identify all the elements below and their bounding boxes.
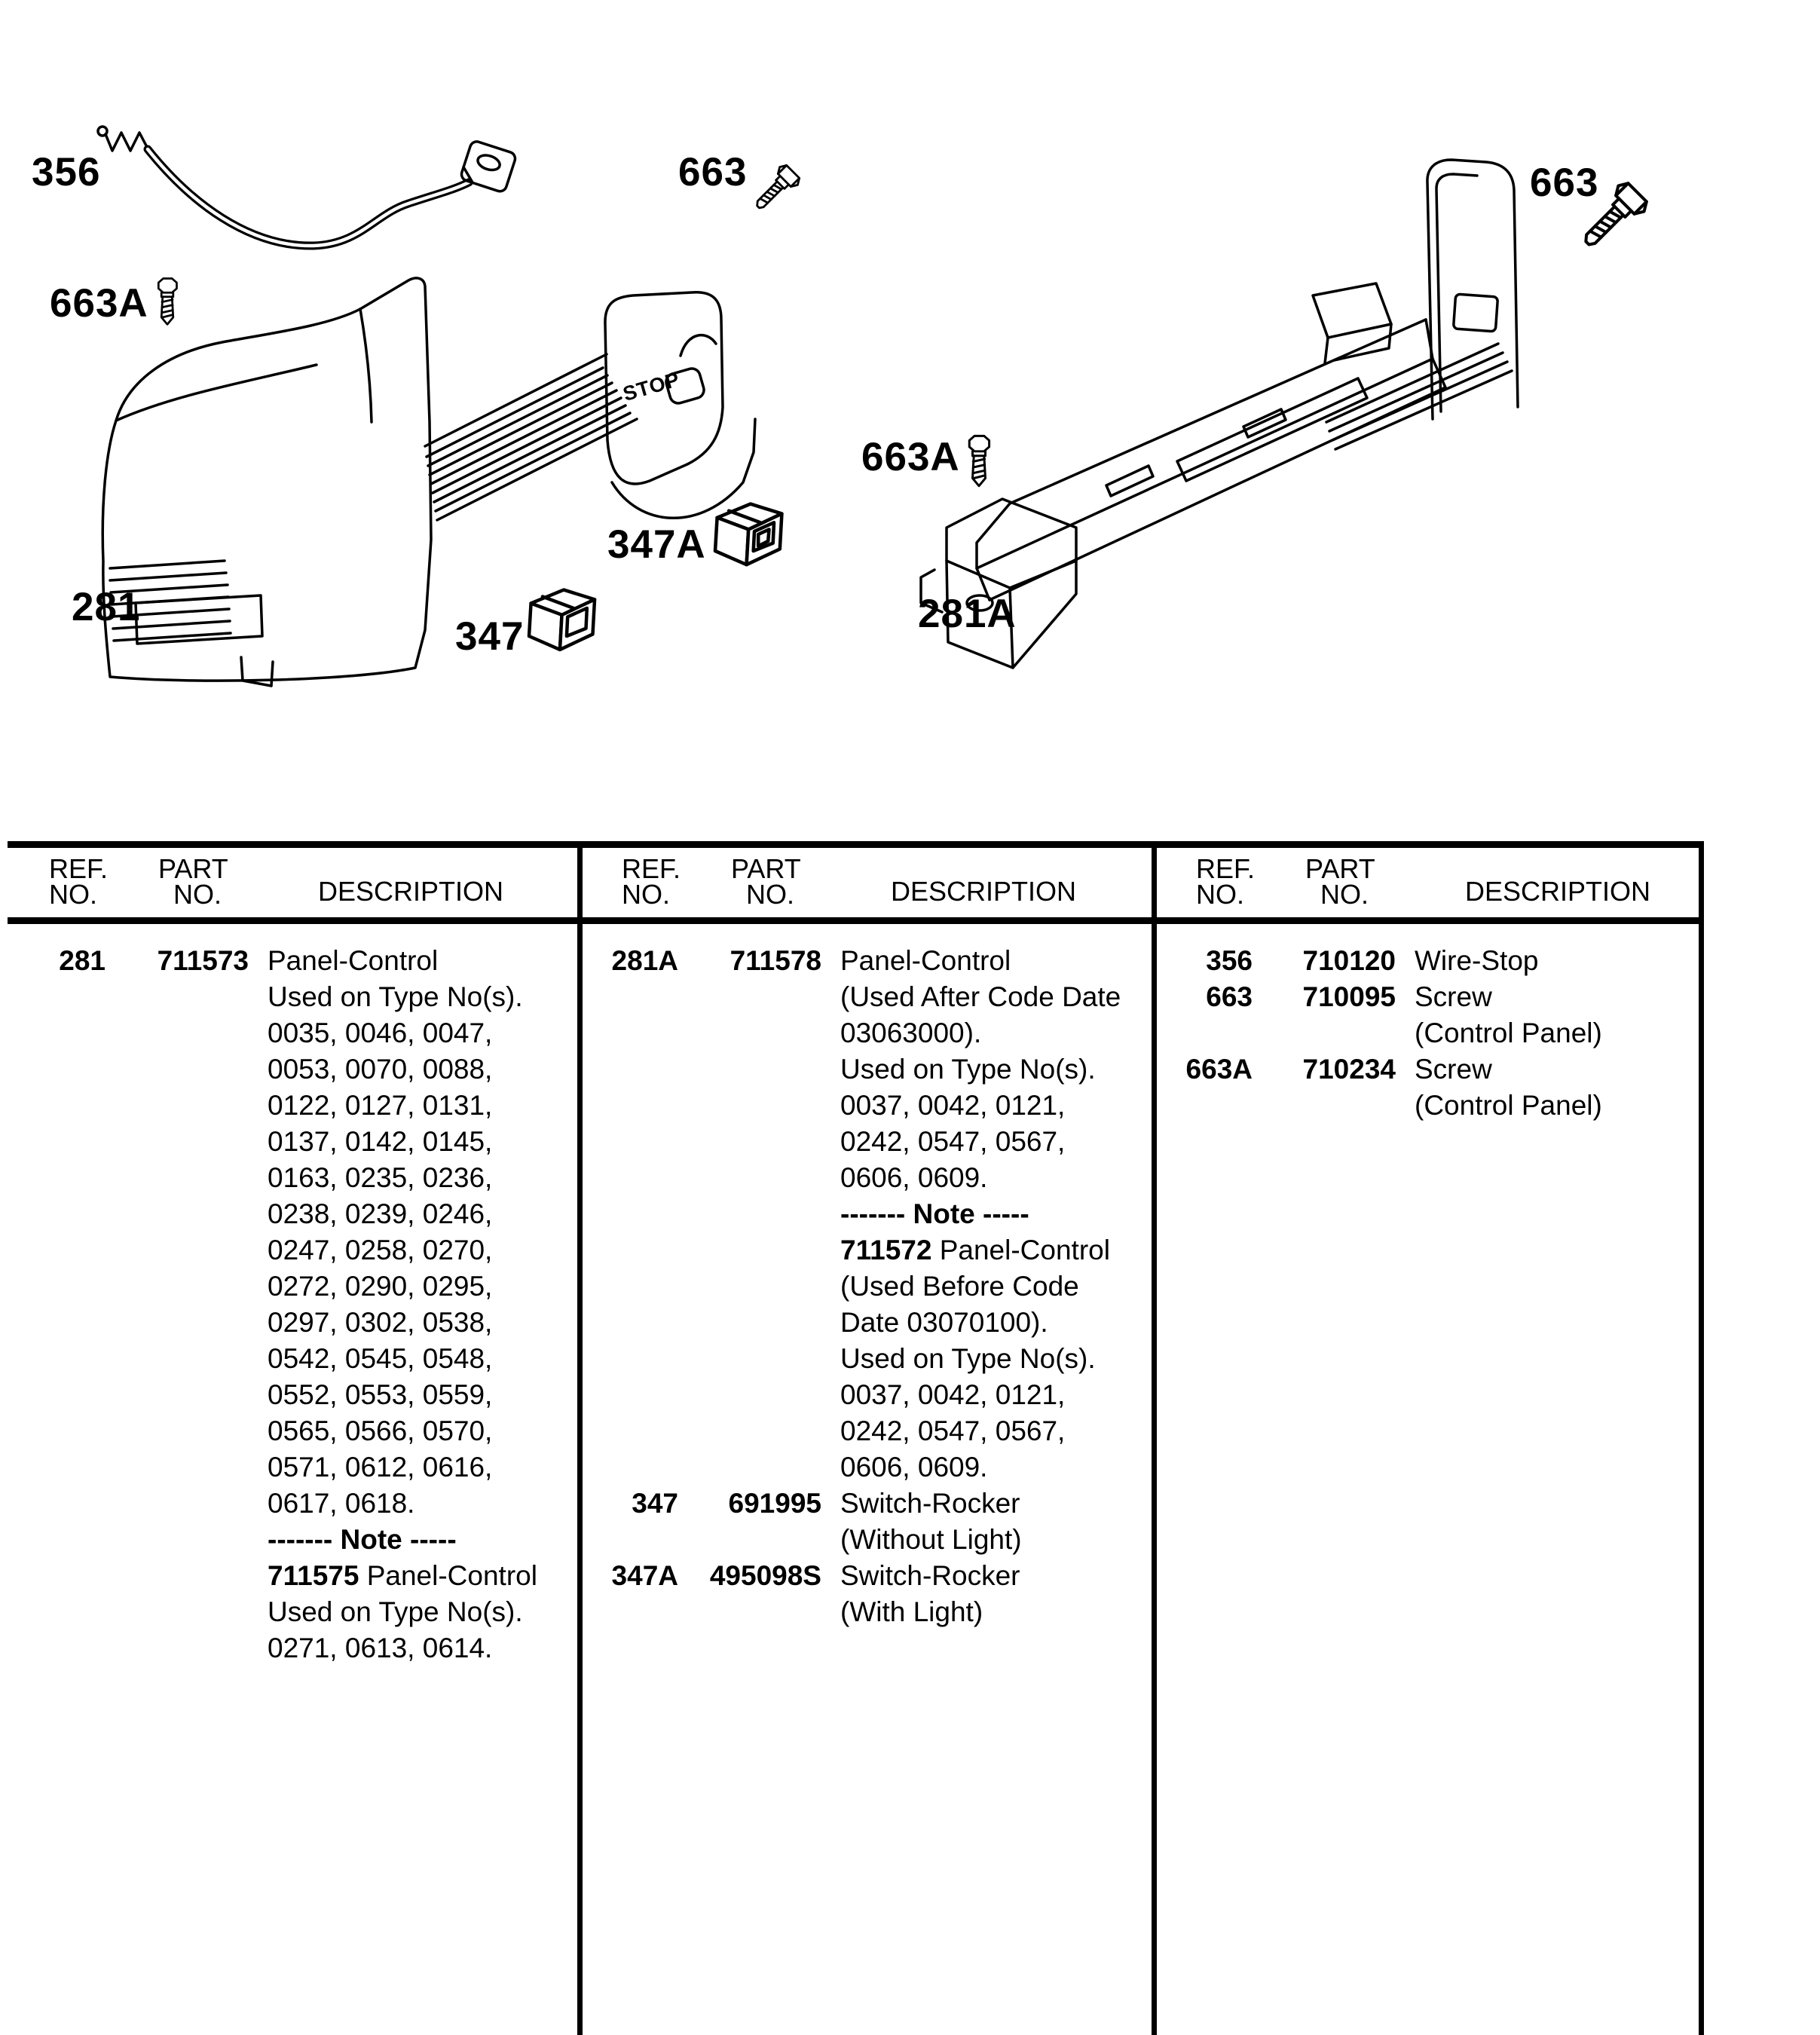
ref-no-cell: 663A [1185, 1054, 1253, 1085]
table-header-separator [8, 917, 1703, 924]
description-cell: Wire-Stop [1415, 945, 1539, 976]
part-no-header: PART NO. [158, 853, 228, 910]
ref-no-cell: 281A [611, 945, 678, 976]
rocker-switch-347-drawing [529, 590, 595, 650]
part-no-cell: 710234 [1302, 1054, 1396, 1085]
part-no-cell: 710095 [1302, 981, 1396, 1012]
stop-wire-drawing [98, 127, 517, 246]
table-right-border [1699, 841, 1704, 2035]
description-cell: Panel-Control Used on Type No(s). 0035, 0046, 0047, 0053, 0070, 0088, 0122, 0127, 0131, 0137, 0142, 0145, 0163, 0235, 0236, 0238, 0239, 0246, 0247, 0258, 0270, 0272, 0290, 0295, 0297, 0302, 0538, 0542, 0545, 0548, 0552, 0553, 0559, 0565, 0566, 0570, 0571, 0612, 0616, 0617, 0618. ------- Note ----- 711575 Panel-Control Used on Type No(s). 0271, 0613, 0614. [268, 945, 537, 1663]
table-top-border [8, 841, 1703, 848]
part-no-cell: 711573 [157, 945, 249, 976]
description-header: DESCRIPTION [1465, 876, 1651, 907]
table-row [1155, 943, 1699, 979]
screw-663a-right-drawing [969, 436, 989, 485]
part-no-header: PART NO. [731, 853, 801, 910]
ref-no-header: REF. NO. [622, 853, 681, 910]
ref-no-cell: 347 [632, 1488, 678, 1519]
parts-column-2 [580, 943, 1152, 1630]
part-no-cell: 691995 [728, 1488, 821, 1519]
part-no-cell: 711578 [730, 945, 821, 976]
parts-column-3 [1155, 943, 1699, 1124]
part-no-header: PART NO. [1305, 853, 1375, 910]
description-cell: Panel-Control (Used After Code Date 03063000). Used on Type No(s). 0037, 0042, 0121, 0242, 0547, 0567, 0606, 0609. ------- Note ----- 711572 Panel-Control (Used Before Code Date 03070100). Used on Type No(s). 0037, 0042, 0121, 0242, 0547, 0567, 0606, 0609. [840, 945, 1121, 1483]
part-label-281: 281 [72, 585, 141, 629]
table-row [580, 1486, 1152, 1558]
part-label-663-right: 663 [1530, 161, 1599, 205]
part-label-663a-left: 663A [50, 281, 148, 326]
description-header: DESCRIPTION [318, 876, 504, 907]
ref-no-cell: 347A [611, 1560, 678, 1591]
part-no-cell: 495098S [709, 1560, 821, 1591]
part-label-663-left: 663 [678, 150, 748, 194]
screw-663-left-drawing [749, 163, 802, 216]
table-row [580, 943, 1152, 1486]
table-row [580, 1558, 1152, 1630]
ref-no-cell: 356 [1206, 945, 1253, 976]
table-row [1155, 979, 1699, 1051]
parts-column-1 [8, 943, 577, 1666]
ref-no-cell: 281 [59, 945, 106, 976]
part-label-281a: 281A [918, 592, 1017, 636]
table-row [1155, 1051, 1699, 1124]
description-cell: Screw (Control Panel) [1415, 981, 1602, 1048]
stop-panel-text: STOP [620, 367, 683, 406]
description-cell: Switch-Rocker (Without Light) [840, 1488, 1022, 1555]
screw-663a-left-drawing [158, 279, 176, 325]
part-label-347a: 347A [607, 522, 706, 567]
table-row [8, 943, 577, 1666]
control-panel-front-drawing [102, 278, 755, 686]
description-header: DESCRIPTION [891, 876, 1077, 907]
rocker-switch-347a-drawing [715, 504, 782, 565]
exploded-parts-diagram [0, 0, 1820, 829]
part-label-663a-right: 663A [861, 435, 960, 479]
description-cell: Switch-Rocker (With Light) [840, 1560, 1020, 1627]
ref-no-cell: 663 [1206, 981, 1253, 1012]
part-no-cell: 710120 [1302, 945, 1396, 976]
ref-no-header: REF. NO. [1196, 853, 1256, 910]
part-label-347: 347 [455, 614, 525, 659]
part-label-356: 356 [32, 150, 101, 194]
description-cell: Screw (Control Panel) [1415, 1054, 1602, 1121]
ref-no-header: REF. NO. [49, 853, 109, 910]
